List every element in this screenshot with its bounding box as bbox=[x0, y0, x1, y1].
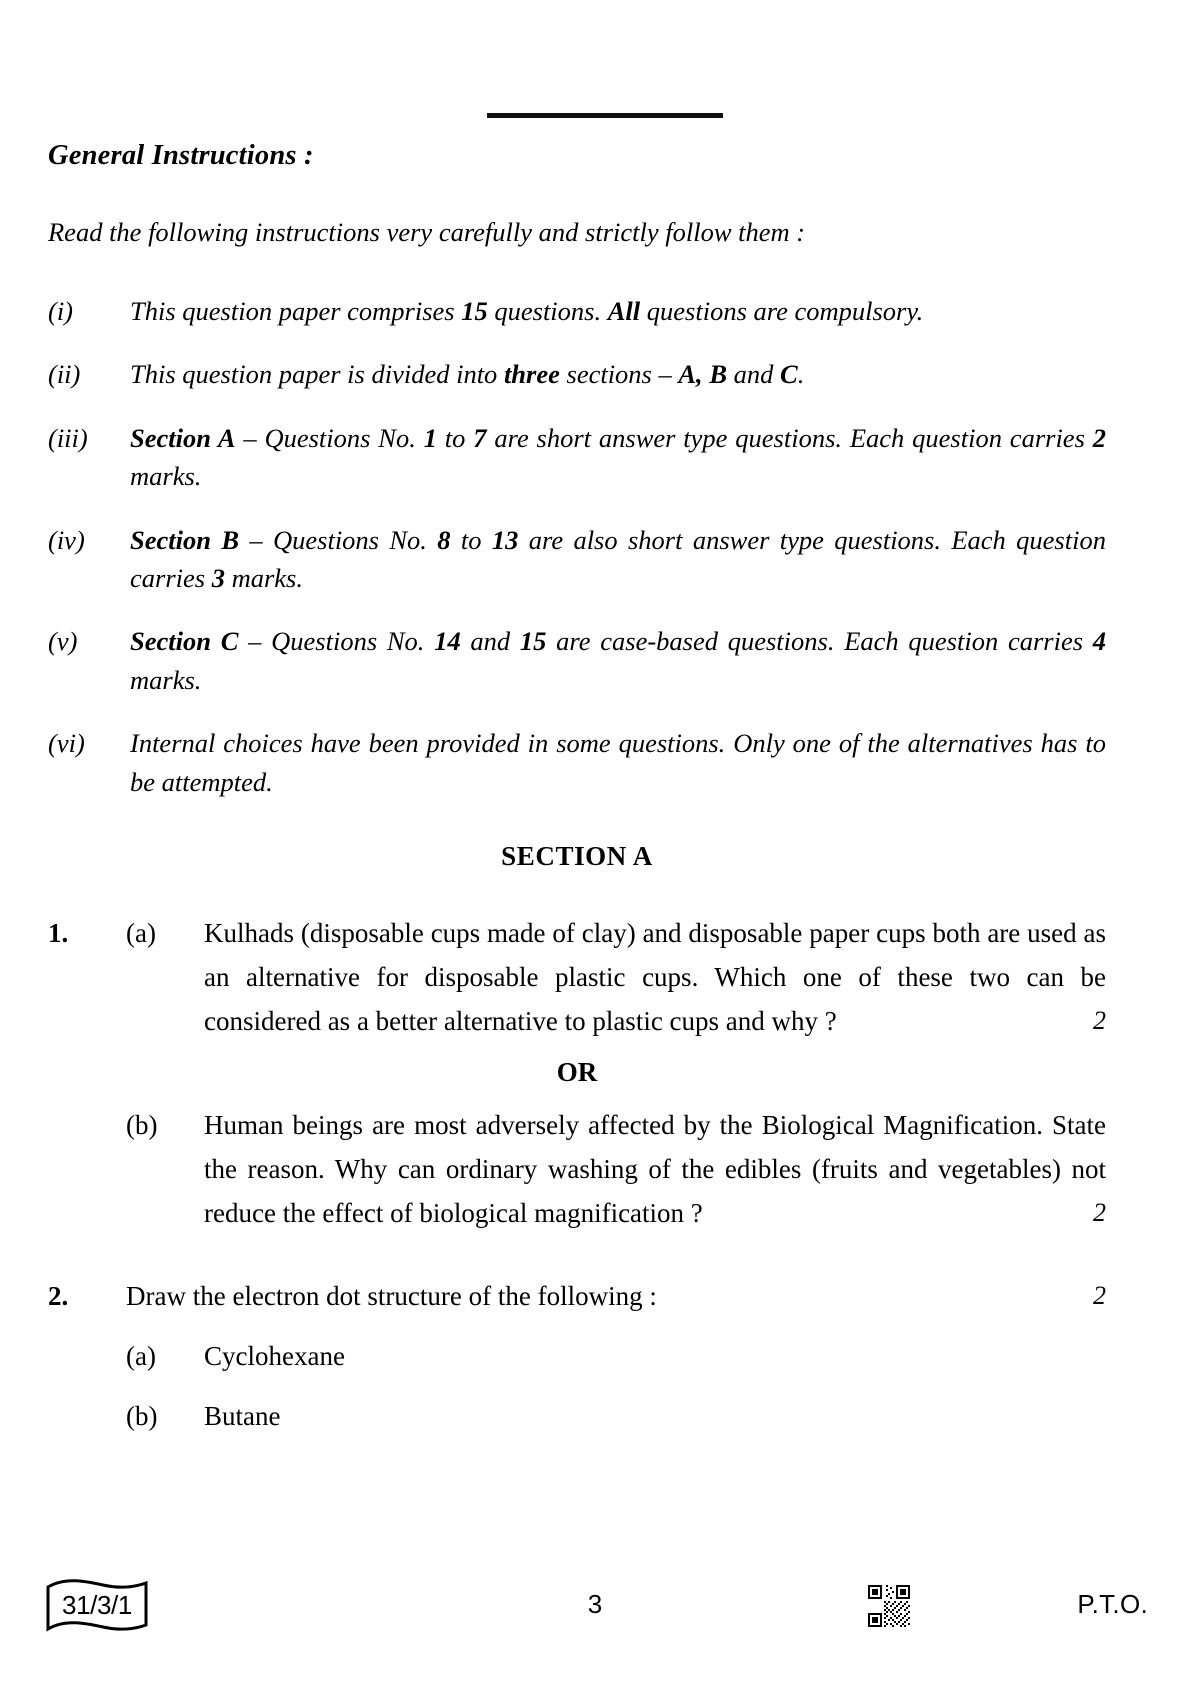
instruction-item-6 bbox=[48, 724, 1106, 801]
question-2a bbox=[48, 1335, 1106, 1379]
question-1a-body: Kulhads (disposable cups made of clay) and disposable paper cups both are used as an alternative for disposable plastic cups. Which one of these two can be considered as a better alternative to plastic cups and why ? bbox=[204, 918, 1106, 1036]
instruction-item-4-marker: (iv) bbox=[48, 524, 85, 555]
instruction-item-2 bbox=[48, 355, 1106, 393]
question-2-marks: 2 bbox=[1093, 1281, 1106, 1311]
question-2b-text: Butane bbox=[204, 1400, 281, 1431]
qr-code-icon bbox=[868, 1585, 910, 1627]
pto-label: P.T.O. bbox=[1077, 1589, 1148, 1619]
question-1b-label: (b) bbox=[126, 1110, 158, 1141]
question-gap bbox=[48, 1235, 1106, 1275]
question-1a-label: (a) bbox=[126, 918, 156, 949]
instruction-item-3 bbox=[48, 419, 1106, 496]
question-1b-text bbox=[204, 1104, 1106, 1235]
paper-code-text: 31/3/1 bbox=[62, 1590, 132, 1620]
page-footer bbox=[0, 1579, 1190, 1645]
question-2b-label: (b) bbox=[126, 1400, 158, 1431]
instruction-item-3-text: Section A – Questions No. 1 to 7 are short answer type questions. Each question carries 2 marks. bbox=[130, 422, 1106, 492]
instruction-item-2-marker: (ii) bbox=[48, 359, 81, 390]
question-1b-marks: 2 bbox=[1093, 1197, 1106, 1227]
general-instructions-title: General Instructions : bbox=[48, 140, 314, 171]
question-1b bbox=[48, 1104, 1106, 1235]
instruction-item-1-text: This question paper comprises 15 questions. All questions are compulsory. bbox=[130, 295, 924, 326]
or-divider-1: OR bbox=[556, 1057, 598, 1088]
question-2 bbox=[48, 1275, 1106, 1319]
instruction-item-5 bbox=[48, 622, 1106, 699]
instruction-item-6-text: Internal choices have been provided in some questions. Only one of the alternatives has to be attempted. bbox=[130, 728, 1106, 797]
question-1-number: 1. bbox=[48, 918, 69, 949]
instruction-item-2-text: This question paper is divided into three sections – A, B and C. bbox=[130, 359, 805, 390]
question-1a-marks: 2 bbox=[1093, 1005, 1106, 1035]
question-2a-label: (a) bbox=[126, 1341, 156, 1372]
instruction-item-6-marker: (vi) bbox=[48, 728, 85, 759]
section-a-heading: SECTION A bbox=[501, 841, 653, 872]
question-2-stem: Draw the electron dot structure of the following : bbox=[126, 1281, 657, 1312]
instruction-item-1-marker: (i) bbox=[48, 295, 74, 326]
question-1b-body: Human beings are most adversely affected by the Biological Magnification. State the reason. Why can ordinary washing of the edibles (fruits and vegetables) not reduce the effect of biological magnification ? bbox=[204, 1110, 1106, 1228]
instruction-item-1 bbox=[48, 292, 1106, 330]
general-instructions-lead: Read the following instructions very carefully and strictly follow them : bbox=[48, 217, 806, 248]
instruction-item-4-text: Section B – Questions No. 8 to 13 are also short answer type questions. Each question carries 3 marks. bbox=[130, 524, 1106, 593]
question-2-number: 2. bbox=[48, 1281, 69, 1312]
question-1 bbox=[48, 912, 1106, 1043]
question-2-text bbox=[126, 1275, 1106, 1319]
instructions-list bbox=[48, 292, 1106, 801]
page-number: 3 bbox=[587, 1589, 603, 1619]
instruction-item-3-marker: (iii) bbox=[48, 422, 88, 453]
instruction-item-5-text: Section C – Questions No. 14 and 15 are case-based questions. Each question carries 4 marks. bbox=[130, 626, 1107, 695]
question-2b bbox=[48, 1395, 1106, 1439]
header-rule bbox=[487, 113, 723, 118]
question-2a-text: Cyclohexane bbox=[204, 1341, 345, 1372]
page-content bbox=[48, 140, 1106, 1439]
question-1a-text bbox=[204, 912, 1106, 1043]
instruction-item-5-marker: (v) bbox=[48, 626, 78, 657]
instruction-item-4 bbox=[48, 521, 1106, 598]
